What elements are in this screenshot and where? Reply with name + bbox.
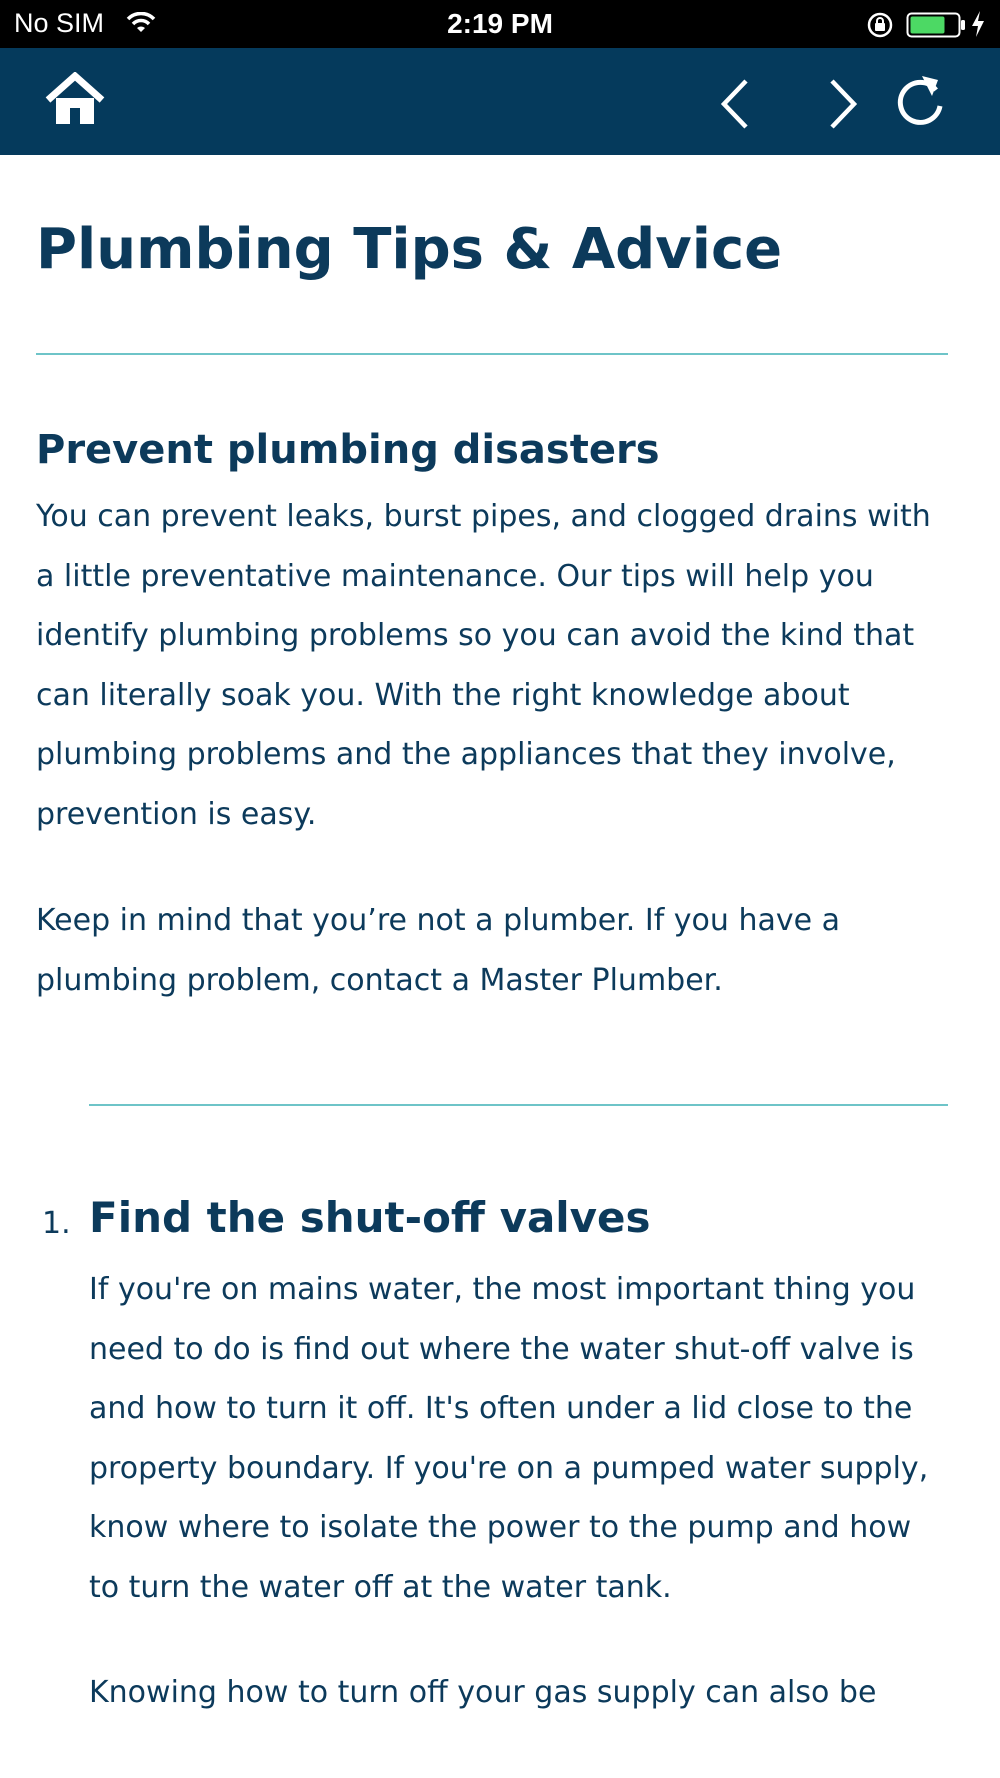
forward-arrow-icon[interactable] (818, 76, 868, 132)
list-item-heading: Find the shut-off valves (89, 1193, 651, 1242)
reload-icon[interactable] (892, 72, 948, 132)
carrier-label: No SIM (14, 8, 105, 38)
list-divider (89, 1104, 948, 1106)
home-icon[interactable] (44, 72, 106, 128)
section-heading: Prevent plumbing disasters (36, 427, 660, 473)
list-item (36, 1192, 948, 1723)
intro-paragraph: You can prevent leaks, burst pipes, and clogged drains with a little preventative maintenance. Our tips will help you identify plumbing problems so you can avoid the kind that can literally soak you. With the right knowledge about plumbing problems and the appliances that they involve, prevention is easy. (36, 499, 931, 832)
article-content (36, 155, 948, 1723)
status-bar (0, 0, 1000, 48)
list-item-paragraph: If you're on mains water, the most important thing you need to do is find out where the water shut-off valve is and how to turn it off. It's often under a lid close to the property boundary. If you're on a pumped water supply, know where to isolate the power to the pump and how to turn the water off at the water tank. (89, 1272, 929, 1605)
battery-icon (906, 12, 966, 42)
advice-paragraph: Keep in mind that you’re not a plumber. If you have a plumbing problem, contact a Master Plumber. (36, 903, 840, 998)
status-time: 2:19 PM (447, 8, 553, 39)
browser-nav-bar (0, 48, 1000, 155)
list-item-paragraph-continued: Knowing how to turn off your gas supply can also be (89, 1675, 877, 1710)
back-arrow-icon[interactable] (710, 76, 760, 132)
title-divider (36, 353, 948, 355)
page-title: Plumbing Tips & Advice (36, 217, 783, 282)
list-item-number: 1. (42, 1206, 71, 1241)
orientation-lock-icon (866, 11, 894, 43)
charging-bolt-icon (970, 10, 986, 42)
